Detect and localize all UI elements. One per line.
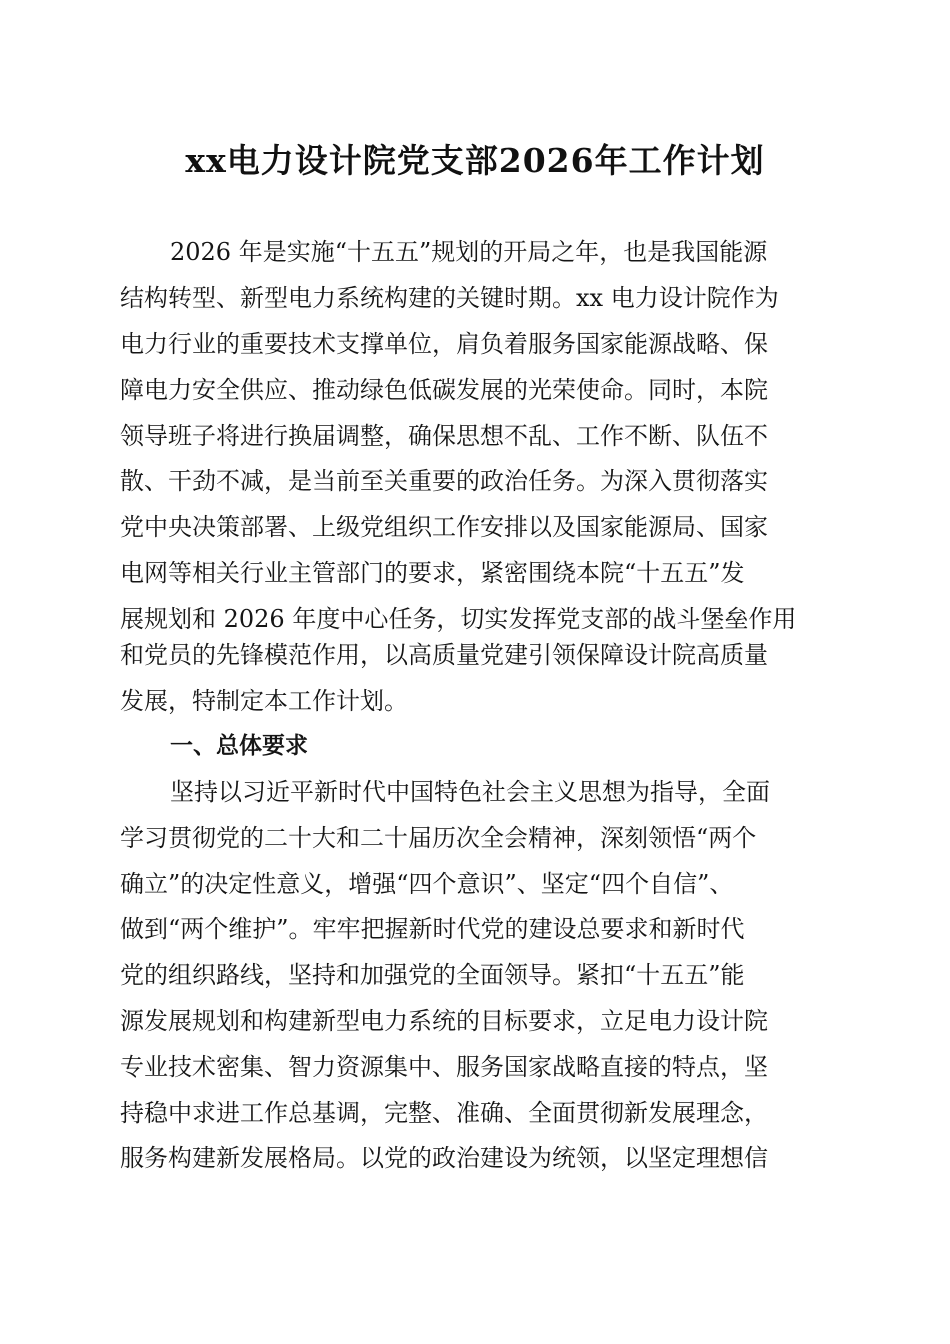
section-line: 学习贯彻党的二十大和二十届历次全会精神，深刻领悟“两个: [120, 824, 757, 852]
intro-line: 党中央决策部署、上级党组织工作安排以及国家能源局、国家: [120, 513, 768, 541]
intro-line: 电力行业的重要技术支撑单位，肩负着服务国家能源战略、保: [120, 330, 768, 358]
document-title: xx电力设计院党支部2026年工作计划: [185, 141, 765, 180]
intro-line: 散、干劲不减，是当前至关重要的政治任务。为深入贯彻落实: [120, 467, 768, 495]
intro-line: 领导班子将进行换届调整，确保思想不乱、工作不断、队伍不: [120, 422, 768, 450]
section-line: 党的组织路线，坚持和加强党的全面领导。紧扣“十五五”能: [120, 961, 745, 989]
section-line: 确立”的决定性意义，增强“四个意识”、坚定“四个自信”、: [120, 870, 734, 898]
section-line: 持稳中求进工作总基调，完整、准确、全面贯彻新发展理念，: [120, 1099, 768, 1127]
intro-line: 结构转型、新型电力系统构建的关键时期。xx 电力设计院作为: [120, 284, 779, 312]
intro-line: 2026 年是实施“十五五”规划的开局之年，也是我国能源: [170, 238, 768, 266]
intro-line: 展规划和 2026 年度中心任务，切实发挥党支部的战斗堡垒作用: [120, 605, 797, 633]
section-heading: 一、总体要求: [170, 733, 308, 759]
section-line: 坚持以习近平新时代中国特色社会主义思想为指导，全面: [170, 778, 770, 806]
intro-line: 电网等相关行业主管部门的要求，紧密围绕本院“十五五”发: [120, 559, 745, 587]
intro-line: 障电力安全供应、推动绿色低碳发展的光荣使命。同时，本院: [120, 376, 768, 404]
section-line: 源发展规划和构建新型电力系统的目标要求，立足电力设计院: [120, 1007, 768, 1035]
section-line: 做到“两个维护”。牢牢把握新时代党的建设总要求和新时代: [120, 915, 745, 943]
intro-line: 发展，特制定本工作计划。: [120, 687, 408, 715]
section-line: 服务构建新发展格局。以党的政治建设为统领，以坚定理想信: [120, 1144, 768, 1172]
intro-line: 和党员的先锋模范作用，以高质量党建引领保障设计院高质量: [120, 641, 768, 669]
section-line: 专业技术密集、智力资源集中、服务国家战略直接的特点，坚: [120, 1053, 768, 1081]
